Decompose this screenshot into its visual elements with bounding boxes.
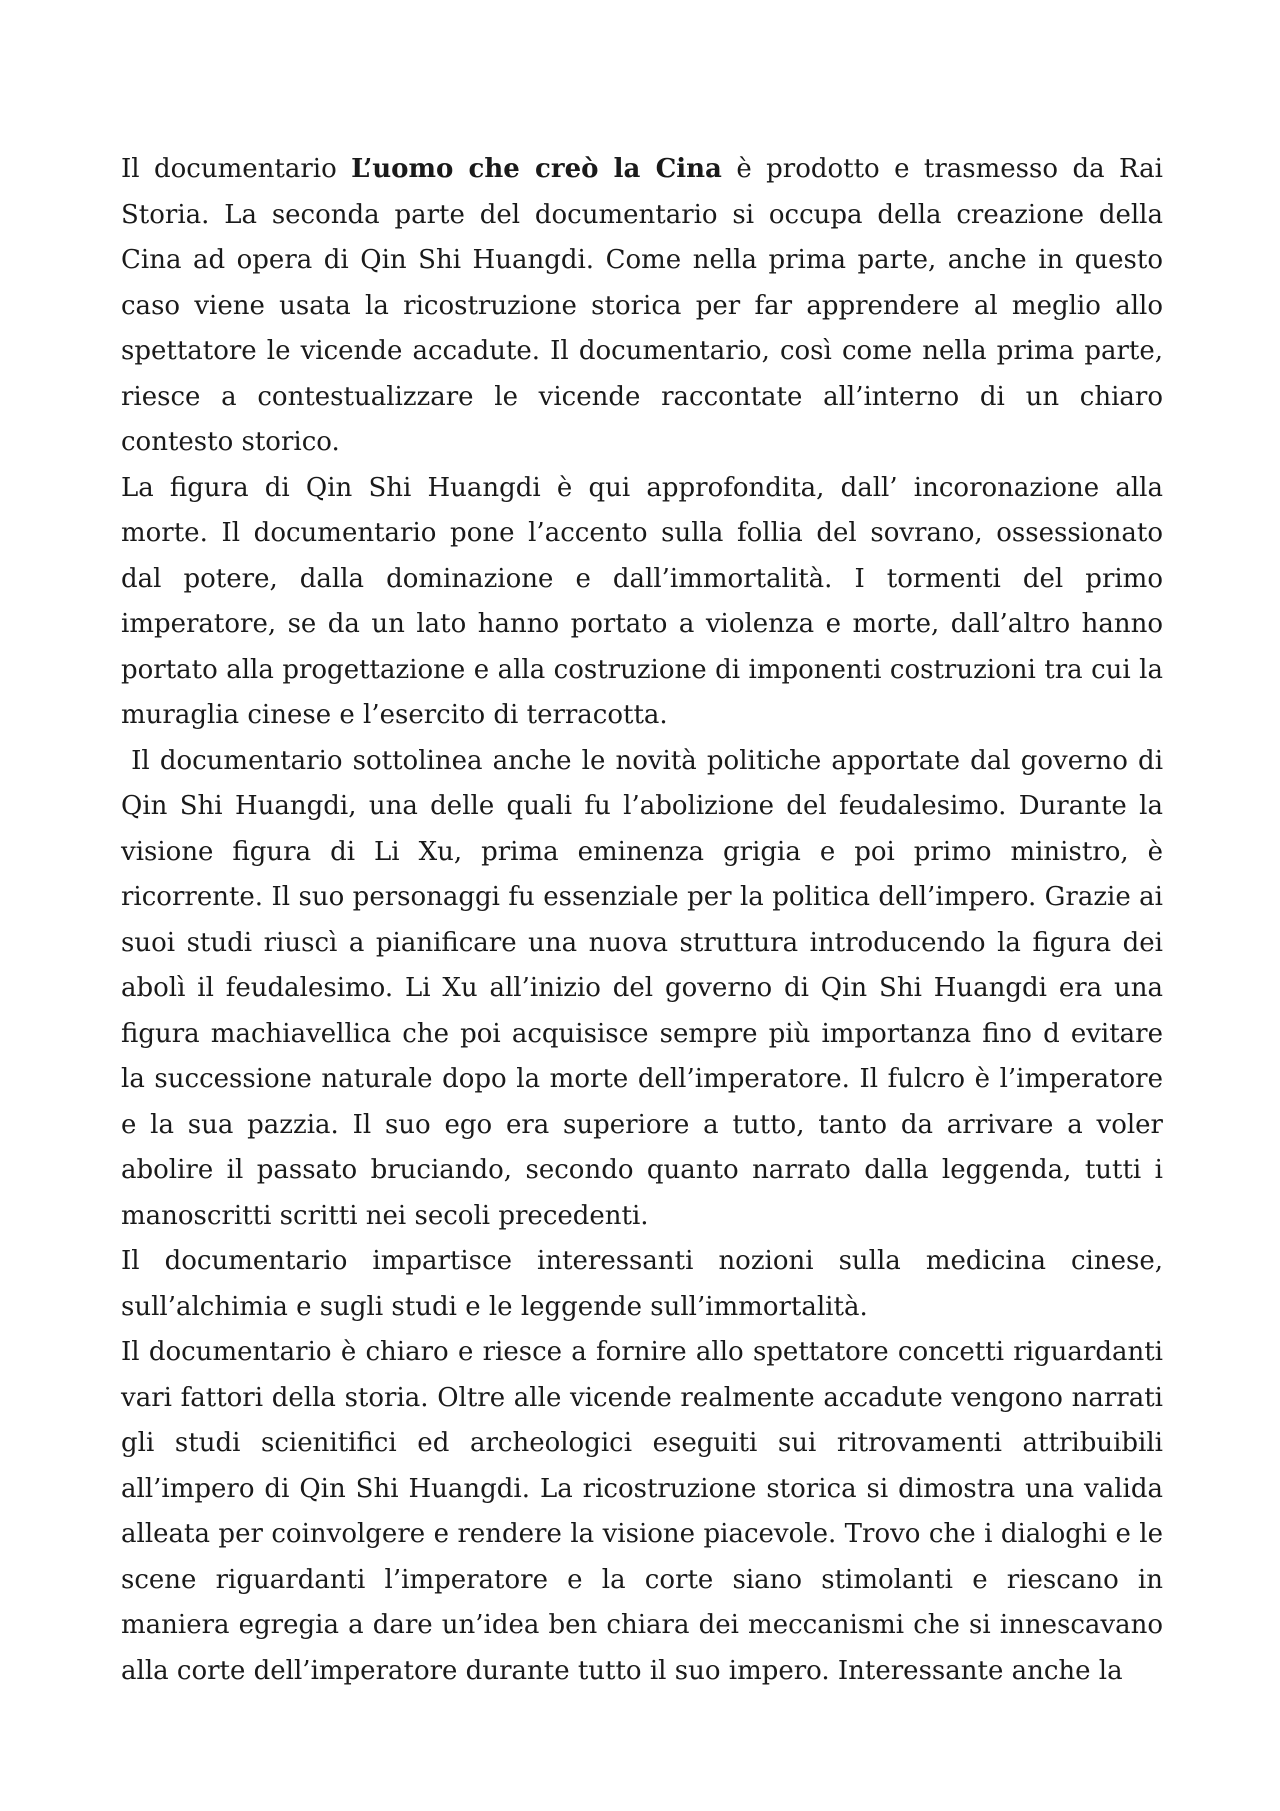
paragraph-intro-rest: è prodotto e trasmesso da Rai Storia. La seconda parte del documentario si occupa della creazione della Cina ad opera di Qin Shi Huangdi. Come nella prima parte, anche in questo caso viene usata la ricostruzione storica per far apprendere al meglio allo spettatore le vicende accadute. Il documentario, così come nella prima parte, riesce a contestualizzare le vicende raccontate all’interno di un chiaro contesto storico. (121, 154, 1163, 457)
paragraph-intro-lead: Il documentario (121, 154, 352, 184)
paragraph-intro (121, 147, 1163, 466)
paragraph-evaluation: Il documentario è chiaro e riesce a fornire allo spettatore concetti riguardanti vari fattori della storia. Oltre alle vicende realmente accadute vengono narrati gli studi scienitifici ed archeologici eseguiti sui ritrovamenti attribuibili all’impero di Qin Shi Huangdi. La ricostruzione storica si dimostra una valida alleata per coinvolgere e rendere la visione piacevole. Trovo che i dialoghi e le scene riguardanti l’imperatore e la corte siano stimolanti e riescano in maniera egregia a dare un’idea ben chiara dei meccanismi che si innescavano alla corte dell’imperatore durante tutto il suo impero. Interessante anche la (121, 1337, 1163, 1686)
paragraph-emperor-figure: La figura di Qin Shi Huangdi è qui approfondita, dall’ incoronazione alla morte. Il documentario pone l’accento sulla follia del sovrano, ossessionato dal potere, dalla dominazione e dall’immortalità. I tormenti del primo imperatore, se da un lato hanno portato a violenza e morte, dall’altro hanno portato alla progettazione e alla costruzione di imponenti costruzioni tra cui la muraglia cinese e l’esercito di terracotta. (121, 472, 1163, 730)
document-body (121, 147, 1172, 1694)
paragraph-political-novelties: Il documentario sottolinea anche le novità politiche apportate dal governo di Qin Shi Huangdi, una delle quali fu l’abolizione del feudalesimo. Durante la visione figura di Li Xu, prima eminenza grigia e poi primo ministro, è ricorrente. Il suo personaggi fu essenziale per la politica dell’impero. Grazie ai suoi studi riuscì a pianificare una nuova struttura introducendo la figura dei abolì il feudalesimo. Li Xu all’inizio del governo di Qin Shi Huangdi era una figura machiavellica che poi acquisisce sempre più importanza fino d evitare la successione naturale dopo la morte dell’imperatore. Il fulcro è l’imperatore e la sua pazzia. Il suo ego era superiore a tutto, tanto da arrivare a voler abolire il passato bruciando, secondo quanto narrato dalla leggenda, tutti i manoscritti scritti nei secoli precedenti. (121, 745, 1172, 1231)
paragraph-medicine: Il documentario impartisce interessanti nozioni sulla medicina cinese, sull’alchimia e sugli studi e le leggende sull’immortalità. (121, 1246, 1163, 1322)
documentary-title: L’uomo che creò la Cina (351, 154, 722, 184)
